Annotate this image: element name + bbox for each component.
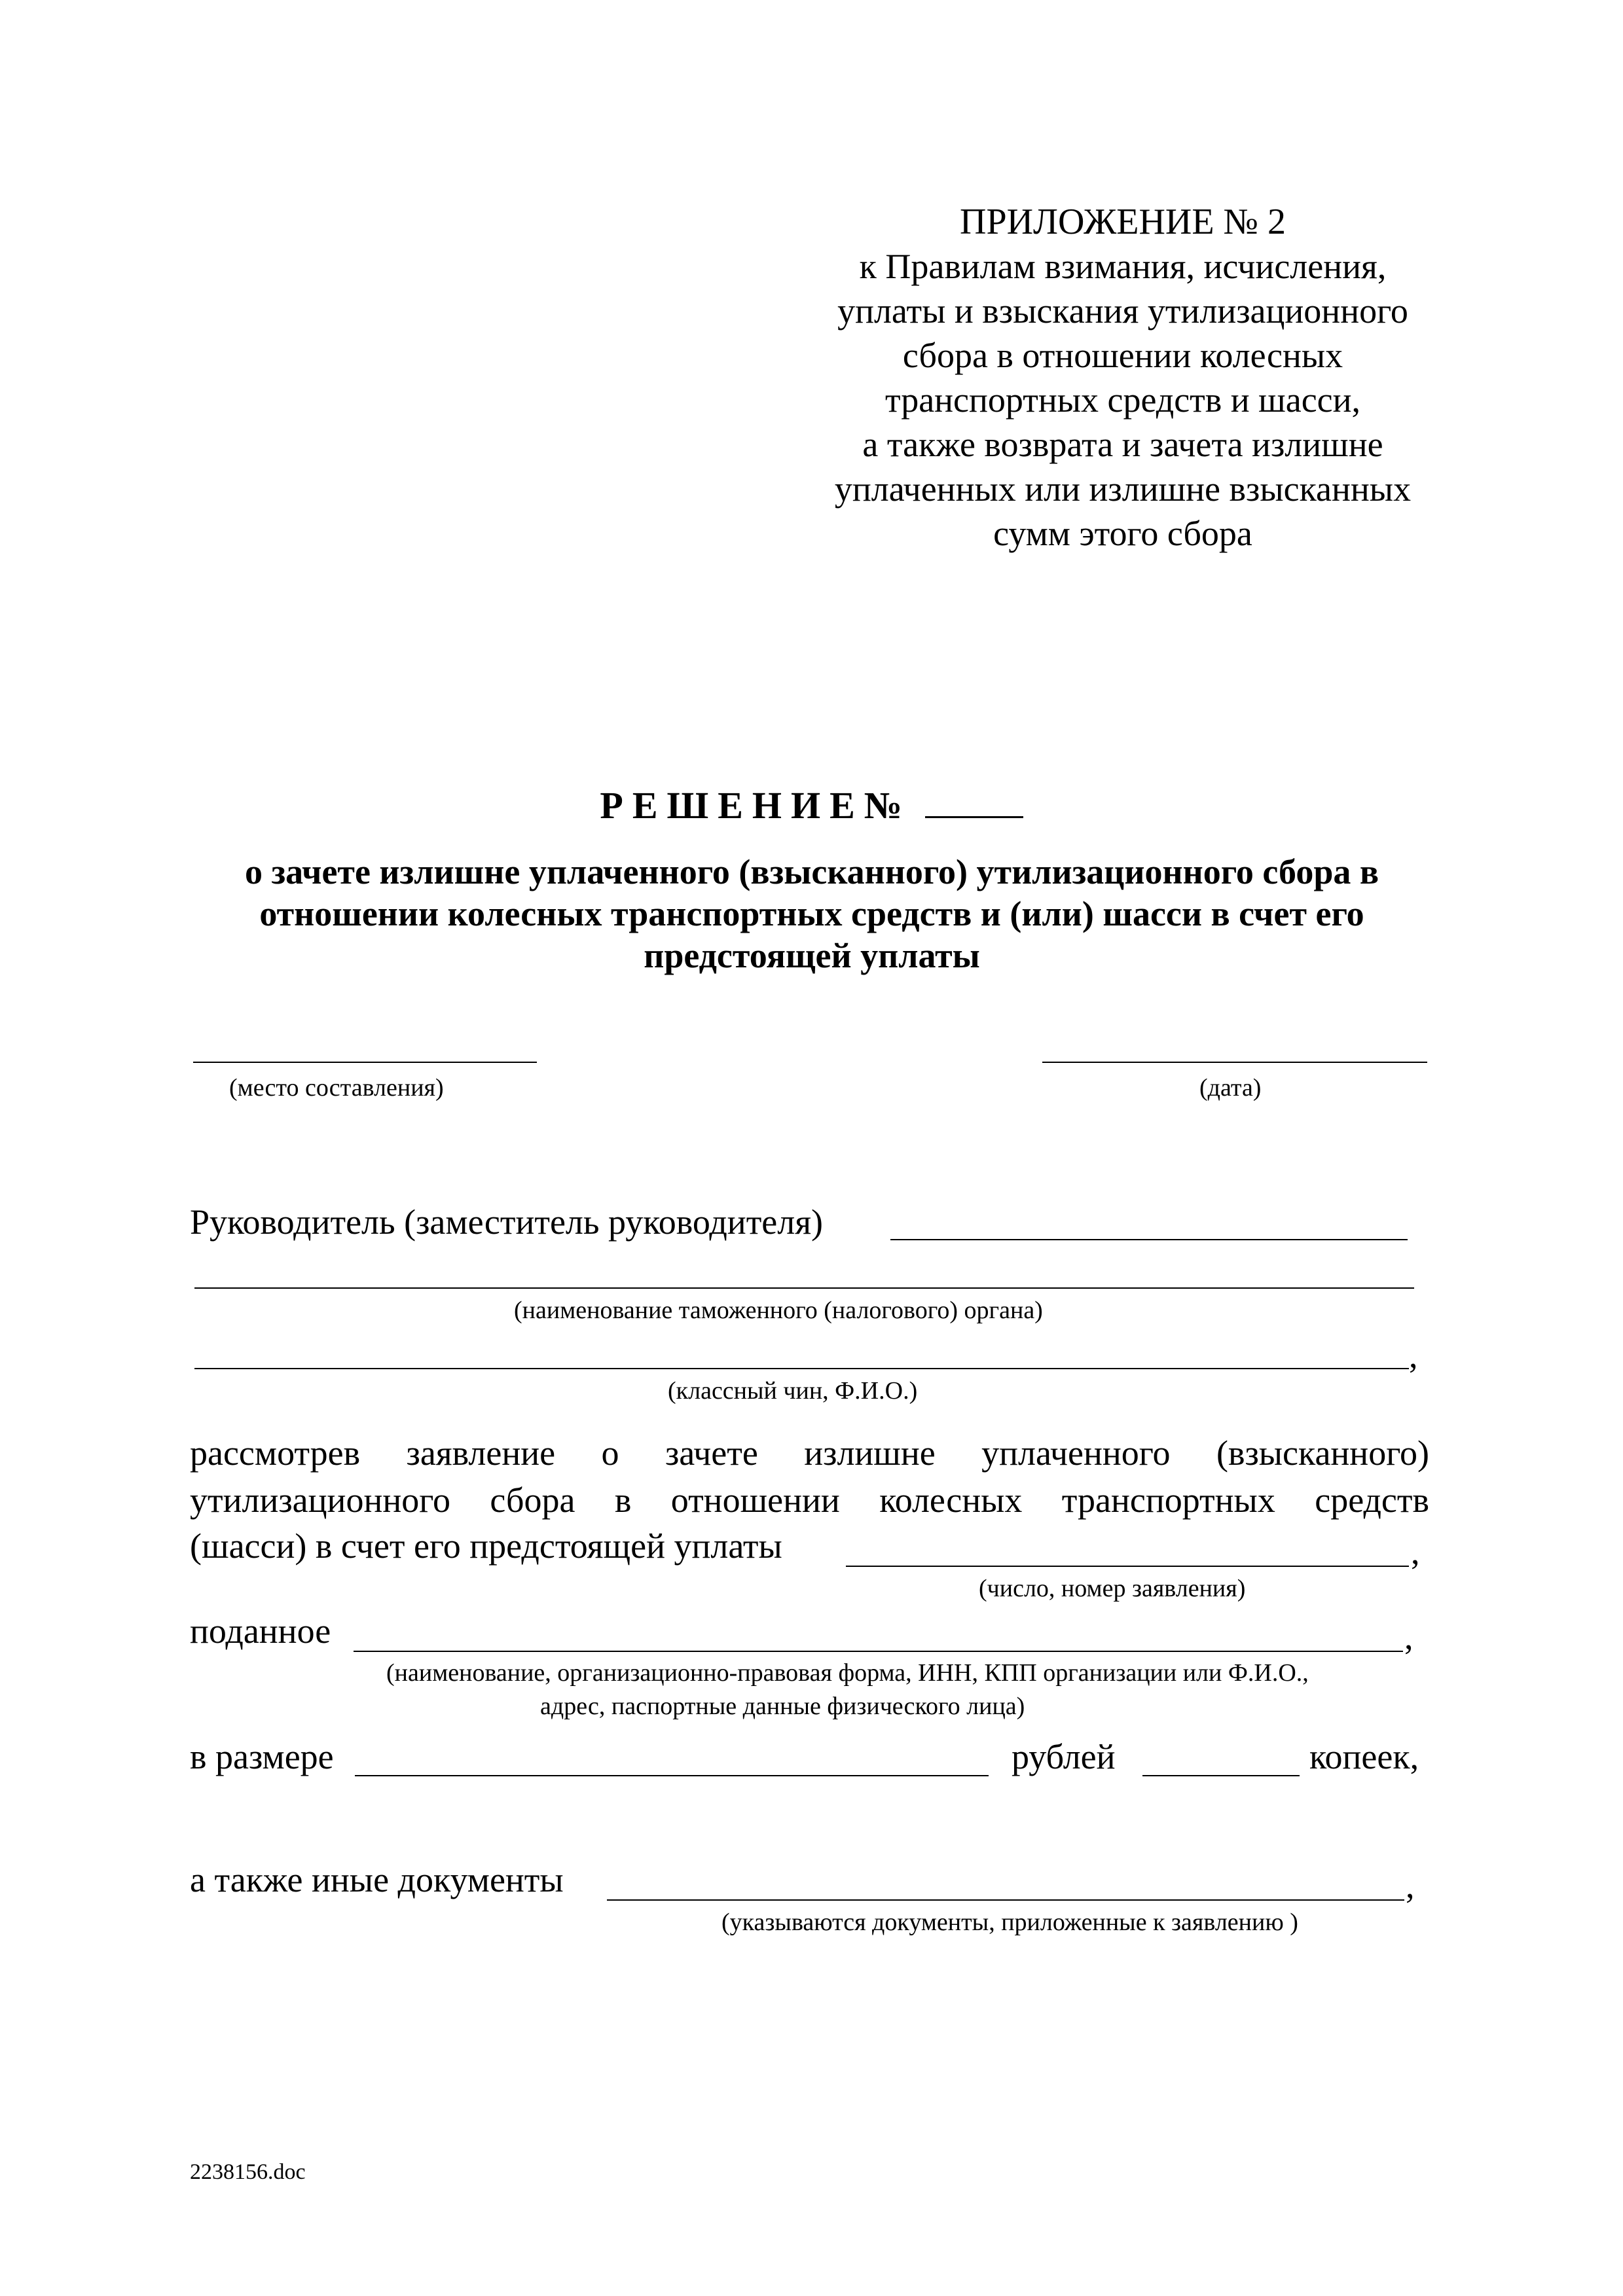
review-line-1-text: рассмотрев заявление о зачете излишне уплаченного (взысканного)	[190, 1433, 1429, 1473]
appendix-line: уплаты и взыскания утилизационного	[837, 291, 1408, 331]
amount-label: в размере	[190, 1737, 334, 1776]
date-field[interactable]	[1042, 1062, 1427, 1063]
appendix-line: сумм этого сбора	[993, 514, 1252, 553]
subtitle-line: отношении колесных транспортных средств и (или) шасси в счет его	[259, 894, 1364, 933]
documents-caption: (указываются документы, приложенные к заявлению )	[721, 1909, 1298, 1936]
review-line-2-text: утилизационного сбора в отношении колесных транспортных средств	[190, 1480, 1429, 1520]
appendix-line: к Правилам взимания, исчисления,	[859, 247, 1387, 286]
kopecks-field[interactable]	[1142, 1775, 1300, 1776]
decision-number-field[interactable]	[925, 782, 1023, 818]
subtitle-line: предстоящей уплаты	[644, 936, 980, 975]
rank-name-field[interactable]	[194, 1368, 1409, 1369]
appendix-line: уплаченных или излишне взысканных	[834, 469, 1412, 509]
applicant-caption-1: (наименование, организационно-правовая форма, ИНН, КПП организации или Ф.И.О.,	[386, 1659, 1309, 1687]
authority-caption: (наименование таможенного (налогового) органа)	[514, 1297, 1043, 1324]
appendix-line: транспортных средств и шасси,	[884, 380, 1361, 420]
kopecks-label: копеек,	[1309, 1737, 1419, 1776]
applicant-caption-2: адрес, паспортные данные физического лица)	[540, 1693, 1025, 1720]
application-number-field[interactable]	[846, 1566, 1409, 1567]
appendix-line: а также возврата и зачета излишне	[862, 425, 1383, 464]
application-number-caption: (число, номер заявления)	[979, 1575, 1246, 1602]
date-caption: (дата)	[1199, 1074, 1262, 1102]
comma: ,	[1409, 1336, 1418, 1375]
decision-title	[0, 782, 1623, 827]
subtitle-line: о зачете излишне уплаченного (взысканного) утилизационного сбора в	[244, 852, 1379, 891]
footer-filename: 2238156.doc	[190, 2160, 306, 2184]
rubles-label: рублей	[1012, 1737, 1116, 1776]
appendix-line: сбора в отношении колесных	[902, 336, 1343, 375]
submitted-label: поданное	[190, 1611, 331, 1651]
authority-field[interactable]	[194, 1287, 1414, 1289]
rank-caption: (классный чин, Ф.И.О.)	[668, 1377, 918, 1405]
review-line-3: (шасси) в счет его предстоящей уплаты	[190, 1526, 782, 1566]
comma: ,	[1411, 1532, 1420, 1571]
place-field[interactable]	[193, 1062, 537, 1063]
head-label: Руководитель (заместитель руководителя)	[190, 1202, 824, 1242]
place-caption: (место составления)	[229, 1074, 444, 1102]
comma: ,	[1404, 1617, 1413, 1657]
documents-label: а также иные документы	[190, 1860, 564, 1899]
documents-field[interactable]	[607, 1899, 1404, 1901]
comma: ,	[1406, 1866, 1415, 1905]
appendix-header	[759, 200, 1486, 556]
head-name-field[interactable]	[890, 1239, 1408, 1240]
review-line-2	[190, 1479, 1429, 1521]
rubles-field[interactable]	[355, 1775, 989, 1776]
decision-title-text: РЕШЕНИЕ№	[600, 784, 912, 827]
applicant-field[interactable]	[354, 1651, 1403, 1652]
review-line-1	[190, 1432, 1429, 1474]
appendix-title: ПРИЛОЖЕНИЕ № 2	[960, 202, 1286, 242]
decision-subtitle	[170, 851, 1453, 977]
